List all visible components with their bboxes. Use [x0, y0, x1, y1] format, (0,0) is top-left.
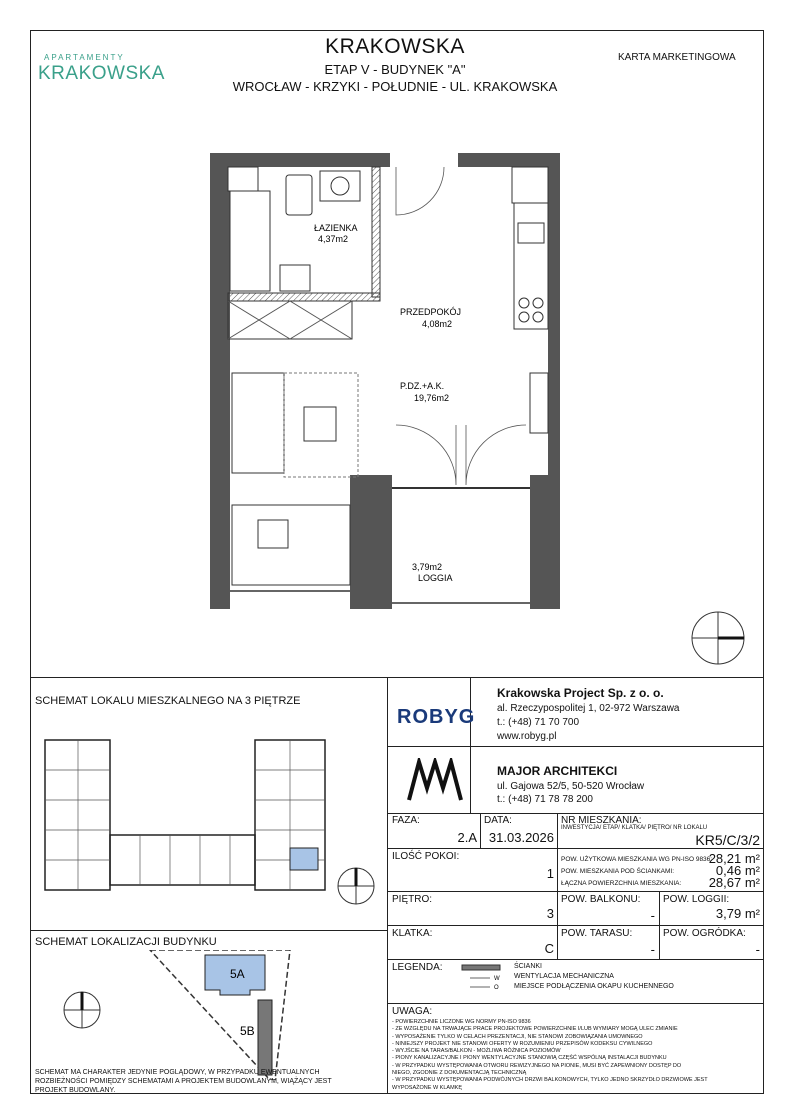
- chair: [258, 520, 288, 548]
- floor-value: 3: [546, 906, 554, 921]
- note-line: NIEGO, ZGODNIE Z DOKUMENTACJĄ TECHNICZNĄ: [392, 1070, 527, 1077]
- divider-vertical: [387, 677, 388, 1094]
- loggia-door-right: [466, 425, 526, 485]
- washing-machine: [320, 171, 360, 201]
- staircase-label: KLATKA:: [392, 928, 433, 939]
- compass-small-icon: [336, 866, 380, 910]
- toilet: [286, 175, 312, 215]
- shaft-left: [228, 167, 258, 191]
- notes-list: [392, 1019, 762, 1092]
- bathroom-area: 4,37m2: [318, 234, 349, 244]
- notes-title: UWAGA:: [392, 1006, 433, 1017]
- apartment-number-sub: INWESTYCJA/ ETAP/ KLATKA/ PIĘTRO/ NR LOKALU: [561, 825, 708, 831]
- logo-top-text: APARTAMENTY: [44, 53, 125, 62]
- bathroom-sink: [280, 265, 310, 291]
- legend-wall-symbol: [462, 965, 500, 970]
- floor-schema-title: SCHEMAT LOKALU MIESZKALNEGO NA 3 PIĘTRZE: [35, 695, 301, 707]
- balcony-label: POW. BALKONU:: [561, 894, 641, 905]
- developer-phone: t.: (+48) 71 70 700: [497, 717, 580, 728]
- robyg-logo: ROBYG: [397, 706, 476, 728]
- wall-loggia-left: [350, 475, 392, 609]
- apartment-number-value: KR5/C/3/2: [695, 832, 760, 848]
- legend-o-symbol: O: [494, 985, 499, 991]
- total-area-value: 28,67 m²: [708, 875, 760, 890]
- walls-area-value: 0,46 m²: [715, 863, 760, 878]
- compass-icon: [690, 610, 750, 670]
- living-name: P.DZ.+A.K.: [400, 381, 445, 391]
- note-line: - WYPOSAŻENIE TYLKO W CELACH PREZENTACJI, NIE STANOWI ZOBOWIĄZANIA UMOWNEGO: [392, 1033, 643, 1040]
- kitchen-sink: [518, 223, 544, 243]
- legend-symbols: [460, 963, 510, 993]
- total-area-label: ŁĄCZNA POWIERZCHNIA MIESZKANIA:: [561, 880, 682, 887]
- note-line: WYPOSAŻONE W KLAMKĘ: [392, 1084, 462, 1091]
- architect-name: MAJOR ARCHITEKCI: [497, 764, 618, 778]
- loggia-value: 3,79 m²: [715, 906, 760, 921]
- architect-address: ul. Gajowa 52/5, 50-520 Wrocław: [497, 781, 645, 792]
- hall-name: PRZEDPOKÓJ: [400, 307, 462, 317]
- rooms-value: 1: [546, 866, 554, 881]
- bed: [232, 505, 350, 585]
- building-a-label: 5A: [230, 967, 245, 981]
- highlighted-apartment: [290, 848, 318, 870]
- faza-label: FAZA:: [392, 815, 420, 826]
- coffee-table: [304, 407, 336, 441]
- building-b-label: 5B: [240, 1024, 255, 1038]
- walls-area-label: POW. MIESZKANIA POD ŚCIANKAMI:: [561, 868, 675, 875]
- floor-schema-diagram: [40, 730, 330, 910]
- date-label: DATA:: [484, 815, 512, 826]
- legend-item-hood: MIEJSCE PODŁĄCZENIA OKAPU KUCHENNEGO: [514, 983, 674, 990]
- staircase-value: C: [544, 941, 554, 956]
- bathroom-side-wall: [372, 167, 380, 297]
- marketing-card-label: KARTA MARKETINGOWA: [618, 52, 736, 63]
- kitchen-counter: [514, 203, 548, 329]
- wall-top-right: [458, 153, 558, 167]
- page-title: KRAKOWSKA: [325, 35, 465, 58]
- note-line: - NINIEJSZY PROJEKT NIE STANOWI OFERTY W ROZUMIENIU PRZEPISÓW KODEKSU CYWILNEGO: [392, 1040, 653, 1047]
- schema-note: SCHEMAT MA CHARAKTER JEDYNIE POGLĄDOWY, W PRZYPADKU EWENTUALNYCH ROZBIEŻNOŚCI POMIĘDZY SCHEMATAMI A PROJEKTEM BUDOWLANYM, WIĄŻĄCY JEST PROJEKT BUDOWLANY.: [35, 1069, 332, 1094]
- entrance-door-swing: [396, 167, 444, 215]
- living-area: 19,76m2: [414, 393, 450, 403]
- usable-area-label: POW. UŻYTKOWA MIESZKANIA WG PN-ISO 9836:: [561, 856, 713, 863]
- terrace-value: -: [650, 942, 655, 957]
- page-subtitle-stage: ETAP V - BUDYNEK "A": [324, 62, 466, 77]
- bathtub: [230, 191, 270, 291]
- rug: [284, 373, 358, 477]
- legend-w-symbol: W: [494, 976, 500, 982]
- hall-area: 4,08m2: [422, 319, 453, 329]
- sofa: [232, 373, 284, 473]
- building-schema-title: SCHEMAT LOKALIZACJI BUDYNKU: [35, 936, 217, 948]
- logo-main-text: KRAKOWSKA: [38, 63, 165, 84]
- loggia-door-left: [396, 425, 456, 485]
- legend-title: LEGENDA:: [392, 962, 443, 973]
- balcony-value: -: [650, 908, 655, 923]
- apartment-number-label: NR MIESZKANIA:: [561, 815, 642, 826]
- rooms-label: ILOŚĆ POKOI:: [392, 851, 460, 862]
- wall-loggia-right: [530, 475, 560, 609]
- bathroom-wall: [228, 293, 380, 301]
- wall-bottom-left: [210, 585, 230, 609]
- note-line: - POWIERZCHNIE LICZONE WG NORMY PN-ISO 9836: [392, 1019, 531, 1025]
- usable-area-value: 28,21 m²: [708, 851, 760, 866]
- shaft-right: [512, 167, 548, 203]
- note-line: - W PRZYPADKU WYSTĘPOWANIA PODWÓJNYCH DRZWI BALKONOWYCH, TYLKO JEDNO SKRZYDŁO DRZWIOWE JEST: [392, 1077, 708, 1084]
- page-subtitle-location: WROCŁAW - KRZYKI - POŁUDNIE - UL. KRAKOWSKA: [232, 79, 558, 94]
- divider-schema: [30, 930, 387, 931]
- faza-value: 2.A: [457, 830, 477, 845]
- wall-top-left: [210, 153, 390, 167]
- wall-left: [210, 153, 230, 609]
- developer-name: Krakowska Project Sp. z o. o.: [497, 686, 664, 700]
- loggia-label: POW. LOGGII:: [663, 894, 730, 905]
- developer-address: al. Rzeczypospolitej 1, 02-972 Warszawa: [497, 703, 680, 714]
- garden-label: POW. OGRÓDKA:: [663, 928, 746, 939]
- divider-bottom-section: [30, 677, 764, 678]
- legend-item-ventilation: WENTYLACJA MECHANICZNA: [514, 973, 614, 980]
- fridge: [530, 373, 548, 433]
- major-architekci-logo: [405, 758, 465, 802]
- note-line: - PIONY KANALIZACYJNE I PIONY WENTYLACYJNE STANOWIĄ CZĘŚĆ WSPÓLNĄ INSTALACJI BUDYNKU: [392, 1055, 667, 1062]
- washer-drum: [331, 177, 349, 195]
- floor-plan: [200, 145, 570, 615]
- terrace-label: POW. TARASU:: [561, 928, 633, 939]
- loggia-name: LOGGIA: [418, 573, 453, 583]
- wardrobe: [228, 301, 352, 339]
- bathroom-name: ŁAZIENKA: [314, 223, 358, 233]
- note-line: - ZE WZGLĘDU NA TRWAJĄCE PRACE PROJEKTOWE POWIERZCHNIE I/LUB WYMIARY MOGĄ ULEC ZMIANIE: [392, 1026, 678, 1033]
- loggia-area: 3,79m2: [412, 562, 443, 572]
- note-line: - W PRZYPADKU WYSTĘPOWANIA OTWORU REWIZYJNEGO NA PIONIE, MUSI BYĆ ZAPEWNIONY DOSTĘP DO: [392, 1062, 682, 1069]
- krakowska-logo: [36, 50, 176, 86]
- garden-value: -: [755, 942, 760, 957]
- legend-item-walls: ŚCIANKI: [514, 963, 543, 970]
- note-line: - WYJŚCIE NA TARAS/BALKON - MOŻLIWA RÓŻNICA POZIOMÓW: [392, 1048, 561, 1055]
- architect-phone: t.: (+48) 71 78 78 200: [497, 794, 593, 805]
- developer-website[interactable]: www.robyg.pl: [497, 731, 557, 742]
- compass-building-icon: [62, 990, 106, 1034]
- date-value: 31.03.2026: [488, 830, 554, 845]
- floor-label: PIĘTRO:: [392, 894, 433, 905]
